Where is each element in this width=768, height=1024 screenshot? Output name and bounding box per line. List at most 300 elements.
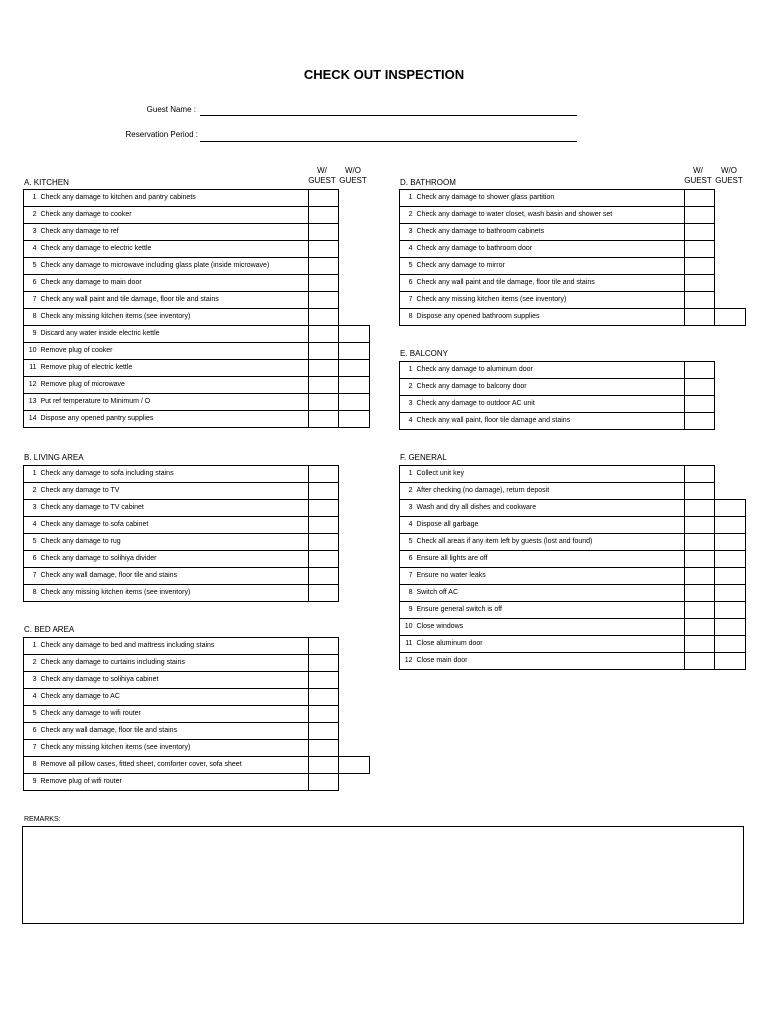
with-guest-checkbox[interactable]: [685, 207, 715, 224]
general-row: [400, 551, 746, 568]
bed-row: [24, 672, 370, 689]
item-number: 13: [24, 394, 39, 411]
without-guest-header-right-line2: GUEST: [715, 176, 743, 185]
without-guest-checkbox[interactable]: [715, 619, 746, 636]
item-number: 3: [24, 224, 39, 241]
with-guest-checkbox[interactable]: [685, 275, 715, 292]
item-text: Check any wall damage, floor tile and stains: [39, 723, 309, 740]
with-guest-checkbox[interactable]: [685, 500, 715, 517]
item-number: 8: [400, 585, 415, 602]
general-row: [400, 483, 746, 500]
with-guest-checkbox[interactable]: [309, 343, 339, 360]
with-guest-checkbox[interactable]: [685, 224, 715, 241]
item-number: 9: [24, 326, 39, 343]
with-guest-checkbox[interactable]: [309, 241, 339, 258]
with-guest-header-right: [682, 166, 714, 186]
general-row: [400, 466, 746, 483]
item-text: Remove all pillow cases, fitted sheet, comforter cover, sofa sheet: [39, 757, 309, 774]
reservation-period-label: Reservation Period :: [125, 130, 198, 139]
item-text: Check any missing kitchen items (see inventory): [39, 309, 309, 326]
with-guest-checkbox[interactable]: [309, 309, 339, 326]
item-number: 9: [24, 774, 39, 791]
kitchen-row: [24, 377, 370, 394]
without-guest-checkbox[interactable]: [339, 411, 370, 428]
item-number: 12: [400, 653, 415, 670]
without-guest-checkbox[interactable]: [339, 394, 370, 411]
with-guest-header-right-line2: GUEST: [684, 176, 712, 185]
with-guest-checkbox[interactable]: [309, 292, 339, 309]
item-number: 4: [400, 517, 415, 534]
with-guest-checkbox[interactable]: [685, 585, 715, 602]
with-guest-checkbox[interactable]: [685, 413, 715, 430]
item-text: Check all areas if any item left by guests (lost and found): [415, 534, 685, 551]
bed-checklist: [23, 637, 370, 791]
balcony-row: [400, 413, 746, 430]
item-number: 10: [400, 619, 415, 636]
kitchen-row: [24, 258, 370, 275]
without-guest-checkbox: [339, 292, 370, 309]
kitchen-row: [24, 190, 370, 207]
bed-row: [24, 689, 370, 706]
living-row: [24, 568, 370, 585]
item-number: 1: [24, 190, 39, 207]
without-guest-checkbox: [339, 568, 370, 585]
with-guest-checkbox[interactable]: [685, 568, 715, 585]
without-guest-checkbox[interactable]: [715, 585, 746, 602]
item-number: 7: [400, 292, 415, 309]
item-number: 2: [400, 207, 415, 224]
with-guest-checkbox[interactable]: [309, 360, 339, 377]
without-guest-checkbox: [339, 466, 370, 483]
page-title: CHECK OUT INSPECTION: [303, 67, 465, 82]
kitchen-row: [24, 292, 370, 309]
living-row: [24, 483, 370, 500]
without-guest-header-right: [713, 166, 745, 186]
without-guest-header-line2: GUEST: [339, 176, 367, 185]
bathroom-row: [400, 207, 746, 224]
with-guest-checkbox[interactable]: [309, 689, 339, 706]
item-number: 7: [400, 568, 415, 585]
with-guest-checkbox[interactable]: [685, 379, 715, 396]
without-guest-checkbox: [715, 258, 746, 275]
bed-row: [24, 706, 370, 723]
without-guest-checkbox[interactable]: [339, 326, 370, 343]
reservation-period-field[interactable]: [200, 141, 577, 142]
without-guest-checkbox: [715, 362, 746, 379]
without-guest-checkbox: [339, 517, 370, 534]
bed-row: [24, 774, 370, 791]
bathroom-checklist: [399, 189, 746, 326]
with-guest-checkbox[interactable]: [685, 653, 715, 670]
item-text: Check any wall paint and tile damage, floor tile and stains: [39, 292, 309, 309]
with-guest-checkbox[interactable]: [685, 258, 715, 275]
with-guest-checkbox[interactable]: [309, 500, 339, 517]
bathroom-row: [400, 258, 746, 275]
general-row: [400, 619, 746, 636]
item-text: Check any wall damage, floor tile and stains: [39, 568, 309, 585]
without-guest-checkbox[interactable]: [339, 757, 370, 774]
item-number: 3: [400, 396, 415, 413]
with-guest-checkbox[interactable]: [309, 207, 339, 224]
section-title-general: F. GENERAL: [400, 453, 447, 462]
item-text: Dispose any opened bathroom supplies: [415, 309, 685, 326]
item-number: 2: [400, 483, 415, 500]
item-number: 4: [400, 241, 415, 258]
item-text: Check any damage to aluminum door: [415, 362, 685, 379]
item-text: Ensure no water leaks: [415, 568, 685, 585]
bathroom-row: [400, 292, 746, 309]
without-guest-checkbox: [339, 551, 370, 568]
with-guest-checkbox[interactable]: [309, 585, 339, 602]
with-guest-checkbox[interactable]: [309, 190, 339, 207]
item-number: 3: [400, 500, 415, 517]
without-guest-checkbox: [715, 207, 746, 224]
living-row: [24, 466, 370, 483]
with-guest-checkbox[interactable]: [685, 362, 715, 379]
with-guest-checkbox[interactable]: [309, 774, 339, 791]
without-guest-checkbox[interactable]: [715, 534, 746, 551]
item-text: Remove plug of cooker: [39, 343, 309, 360]
item-text: Check any damage to sofa cabinet: [39, 517, 309, 534]
with-guest-checkbox[interactable]: [309, 275, 339, 292]
without-guest-checkbox: [715, 483, 746, 500]
item-text: Check any damage to bathroom door: [415, 241, 685, 258]
item-number: 11: [24, 360, 39, 377]
kitchen-row: [24, 309, 370, 326]
item-number: 5: [24, 534, 39, 551]
item-text: Check any damage to shower glass partition: [415, 190, 685, 207]
item-number: 8: [400, 309, 415, 326]
with-guest-checkbox[interactable]: [685, 483, 715, 500]
living-row: [24, 585, 370, 602]
guest-name-field[interactable]: [200, 115, 577, 116]
with-guest-checkbox[interactable]: [309, 411, 339, 428]
with-guest-checkbox[interactable]: [309, 394, 339, 411]
bathroom-row: [400, 275, 746, 292]
item-text: Put ref temperature to Minimum / O: [39, 394, 309, 411]
with-guest-checkbox[interactable]: [685, 619, 715, 636]
item-number: 7: [24, 568, 39, 585]
item-text: Check any damage to solihiya divider: [39, 551, 309, 568]
without-guest-checkbox: [339, 774, 370, 791]
item-number: 5: [400, 258, 415, 275]
without-guest-checkbox[interactable]: [715, 500, 746, 517]
with-guest-header-right-line1: W/: [693, 166, 703, 175]
living-row: [24, 534, 370, 551]
kitchen-row: [24, 207, 370, 224]
item-number: 4: [400, 413, 415, 430]
general-row: [400, 653, 746, 670]
without-guest-checkbox: [715, 379, 746, 396]
with-guest-checkbox[interactable]: [309, 706, 339, 723]
with-guest-checkbox[interactable]: [685, 602, 715, 619]
item-number: 8: [24, 309, 39, 326]
bathroom-row: [400, 190, 746, 207]
with-guest-checkbox[interactable]: [309, 723, 339, 740]
item-number: 5: [24, 706, 39, 723]
with-guest-checkbox[interactable]: [685, 292, 715, 309]
living-row: [24, 500, 370, 517]
without-guest-checkbox: [339, 723, 370, 740]
item-number: 6: [24, 723, 39, 740]
general-checklist: [399, 465, 746, 670]
with-guest-checkbox[interactable]: [685, 396, 715, 413]
with-guest-checkbox[interactable]: [309, 551, 339, 568]
remarks-box[interactable]: [22, 826, 744, 924]
item-text: Check any damage to TV: [39, 483, 309, 500]
without-guest-checkbox: [715, 190, 746, 207]
kitchen-row: [24, 360, 370, 377]
item-text: Check any missing kitchen items (see inventory): [415, 292, 685, 309]
without-guest-header-line1: W/O: [345, 166, 361, 175]
balcony-checklist: [399, 361, 746, 430]
kitchen-row: [24, 241, 370, 258]
without-guest-checkbox: [339, 207, 370, 224]
section-title-kitchen: A. KITCHEN: [24, 178, 69, 187]
with-guest-checkbox[interactable]: [309, 377, 339, 394]
bed-row: [24, 757, 370, 774]
with-guest-checkbox[interactable]: [685, 534, 715, 551]
item-number: 10: [24, 343, 39, 360]
item-number: 8: [24, 585, 39, 602]
balcony-row: [400, 362, 746, 379]
guest-name-label: Guest Name :: [146, 105, 196, 114]
item-text: Switch off AC: [415, 585, 685, 602]
item-number: 2: [24, 655, 39, 672]
section-title-balcony: E. BALCONY: [400, 349, 449, 358]
item-text: Check any damage to wifi router: [39, 706, 309, 723]
without-guest-checkbox: [339, 500, 370, 517]
remarks-label: REMARKS:: [24, 816, 61, 823]
with-guest-checkbox[interactable]: [309, 638, 339, 655]
without-guest-checkbox[interactable]: [715, 602, 746, 619]
without-guest-checkbox: [715, 224, 746, 241]
with-guest-checkbox[interactable]: [309, 655, 339, 672]
item-text: Close windows: [415, 619, 685, 636]
general-row: [400, 534, 746, 551]
without-guest-checkbox: [339, 190, 370, 207]
without-guest-checkbox: [715, 466, 746, 483]
bathroom-row: [400, 224, 746, 241]
with-guest-checkbox[interactable]: [309, 326, 339, 343]
bathroom-row: [400, 309, 746, 326]
item-text: Check any missing kitchen items (see inventory): [39, 740, 309, 757]
without-guest-checkbox: [339, 258, 370, 275]
item-number: 5: [400, 534, 415, 551]
with-guest-checkbox[interactable]: [309, 534, 339, 551]
without-guest-checkbox: [339, 672, 370, 689]
item-text: Remove plug of wifi router: [39, 774, 309, 791]
item-number: 1: [24, 466, 39, 483]
item-number: 4: [24, 689, 39, 706]
item-text: Check any damage to electric kettle: [39, 241, 309, 258]
item-text: Check any damage to mirror: [415, 258, 685, 275]
without-guest-checkbox: [715, 292, 746, 309]
without-guest-checkbox: [339, 689, 370, 706]
kitchen-row: [24, 343, 370, 360]
without-guest-checkbox: [339, 534, 370, 551]
item-text: Check any damage to microwave including glass plate (inside microwave): [39, 258, 309, 275]
item-text: Check any damage to bathroom cabinets: [415, 224, 685, 241]
item-text: Check any damage to TV cabinet: [39, 500, 309, 517]
with-guest-checkbox[interactable]: [685, 517, 715, 534]
without-guest-checkbox[interactable]: [715, 568, 746, 585]
with-guest-checkbox[interactable]: [309, 224, 339, 241]
without-guest-checkbox: [339, 706, 370, 723]
item-text: Check any damage to solihiya cabinet: [39, 672, 309, 689]
item-number: 3: [24, 672, 39, 689]
without-guest-checkbox[interactable]: [339, 343, 370, 360]
kitchen-row: [24, 275, 370, 292]
with-guest-header: [306, 166, 338, 186]
item-text: Check any damage to rug: [39, 534, 309, 551]
item-number: 7: [24, 740, 39, 757]
item-text: Discard any water inside electric kettle: [39, 326, 309, 343]
without-guest-checkbox: [715, 396, 746, 413]
with-guest-checkbox[interactable]: [685, 466, 715, 483]
without-guest-checkbox[interactable]: [339, 360, 370, 377]
with-guest-checkbox[interactable]: [685, 241, 715, 258]
item-text: Check any damage to kitchen and pantry cabinets: [39, 190, 309, 207]
item-text: Check any damage to main door: [39, 275, 309, 292]
without-guest-header-right-line1: W/O: [721, 166, 737, 175]
item-number: 4: [24, 241, 39, 258]
item-number: 2: [24, 483, 39, 500]
balcony-row: [400, 396, 746, 413]
bed-row: [24, 655, 370, 672]
item-text: Check any missing kitchen items (see inventory): [39, 585, 309, 602]
general-row: [400, 500, 746, 517]
item-number: 2: [24, 207, 39, 224]
general-row: [400, 517, 746, 534]
without-guest-checkbox: [339, 740, 370, 757]
without-guest-checkbox[interactable]: [715, 636, 746, 653]
item-text: Check any damage to curtains including stains: [39, 655, 309, 672]
bed-row: [24, 638, 370, 655]
without-guest-checkbox[interactable]: [715, 309, 746, 326]
without-guest-checkbox[interactable]: [715, 551, 746, 568]
item-text: Close main door: [415, 653, 685, 670]
without-guest-header: [337, 166, 369, 186]
general-row: [400, 636, 746, 653]
item-text: Check any damage to sofa including stains: [39, 466, 309, 483]
item-text: After checking (no damage), return deposit: [415, 483, 685, 500]
item-text: Check any damage to water closet, wash basin and shower set: [415, 207, 685, 224]
item-text: Close aluminum door: [415, 636, 685, 653]
without-guest-checkbox[interactable]: [339, 377, 370, 394]
without-guest-checkbox: [339, 655, 370, 672]
without-guest-checkbox[interactable]: [715, 653, 746, 670]
item-text: Ensure general switch is off: [415, 602, 685, 619]
item-text: Ensure all lights are off: [415, 551, 685, 568]
general-row: [400, 585, 746, 602]
item-number: 2: [400, 379, 415, 396]
with-guest-checkbox[interactable]: [309, 568, 339, 585]
with-guest-checkbox[interactable]: [685, 551, 715, 568]
bathroom-row: [400, 241, 746, 258]
kitchen-checklist: [23, 189, 370, 428]
item-number: 3: [400, 224, 415, 241]
living-row: [24, 551, 370, 568]
item-text: Dispose any opened pantry supplies: [39, 411, 309, 428]
with-guest-checkbox[interactable]: [309, 672, 339, 689]
item-text: Check any damage to cooker: [39, 207, 309, 224]
without-guest-checkbox: [715, 413, 746, 430]
without-guest-checkbox: [339, 241, 370, 258]
without-guest-checkbox: [339, 483, 370, 500]
section-title-bathroom: D. BATHROOM: [400, 178, 456, 187]
with-guest-checkbox[interactable]: [309, 757, 339, 774]
section-title-living: B. LIVING AREA: [24, 453, 84, 462]
with-guest-checkbox[interactable]: [309, 258, 339, 275]
with-guest-checkbox[interactable]: [309, 466, 339, 483]
living-checklist: [23, 465, 370, 602]
kitchen-row: [24, 411, 370, 428]
with-guest-header-line2: GUEST: [308, 176, 336, 185]
item-text: Remove plug of microwave: [39, 377, 309, 394]
item-text: Remove plug of electric kettle: [39, 360, 309, 377]
without-guest-checkbox: [715, 275, 746, 292]
item-number: 4: [24, 517, 39, 534]
item-number: 7: [24, 292, 39, 309]
without-guest-checkbox: [339, 309, 370, 326]
with-guest-checkbox[interactable]: [309, 740, 339, 757]
with-guest-checkbox[interactable]: [685, 190, 715, 207]
item-text: Wash and dry all dishes and cookware: [415, 500, 685, 517]
with-guest-checkbox[interactable]: [685, 309, 715, 326]
without-guest-checkbox: [339, 224, 370, 241]
item-text: Check any wall paint, floor tile damage and stains: [415, 413, 685, 430]
item-number: 1: [24, 638, 39, 655]
with-guest-checkbox[interactable]: [309, 517, 339, 534]
with-guest-checkbox[interactable]: [309, 483, 339, 500]
item-text: Check any damage to balcony door: [415, 379, 685, 396]
with-guest-checkbox[interactable]: [685, 636, 715, 653]
without-guest-checkbox: [339, 275, 370, 292]
item-number: 11: [400, 636, 415, 653]
item-number: 1: [400, 362, 415, 379]
item-text: Check any damage to bed and mattress including stains: [39, 638, 309, 655]
without-guest-checkbox: [715, 241, 746, 258]
bed-row: [24, 723, 370, 740]
item-number: 3: [24, 500, 39, 517]
item-number: 14: [24, 411, 39, 428]
item-number: 1: [400, 466, 415, 483]
item-number: 6: [24, 551, 39, 568]
item-text: Dispose all garbage: [415, 517, 685, 534]
item-text: Check any damage to AC: [39, 689, 309, 706]
item-text: Check any wall paint and tile damage, floor tile and stains: [415, 275, 685, 292]
without-guest-checkbox: [339, 585, 370, 602]
item-number: 6: [24, 275, 39, 292]
item-number: 6: [400, 275, 415, 292]
kitchen-row: [24, 394, 370, 411]
bed-row: [24, 740, 370, 757]
without-guest-checkbox[interactable]: [715, 517, 746, 534]
item-text: Collect unit key: [415, 466, 685, 483]
with-guest-header-line1: W/: [317, 166, 327, 175]
section-title-bed: C. BED AREA: [24, 625, 75, 634]
item-number: 5: [24, 258, 39, 275]
item-number: 9: [400, 602, 415, 619]
item-number: 6: [400, 551, 415, 568]
item-number: 8: [24, 757, 39, 774]
balcony-row: [400, 379, 746, 396]
item-number: 1: [400, 190, 415, 207]
kitchen-row: [24, 224, 370, 241]
general-row: [400, 602, 746, 619]
living-row: [24, 517, 370, 534]
